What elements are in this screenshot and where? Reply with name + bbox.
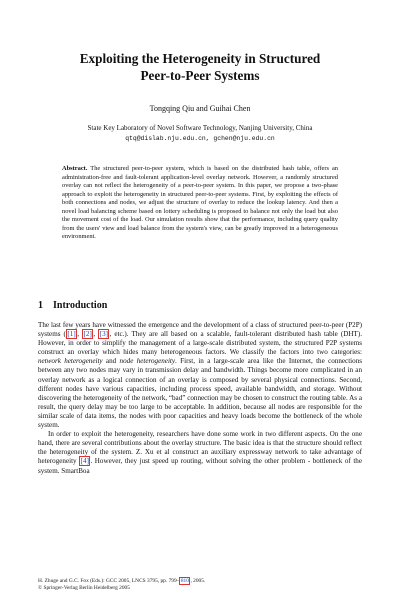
- footer-citation: [38, 578, 368, 585]
- author-list: Tongqing Qiu and Guihai Chen: [149, 104, 251, 113]
- paragraph-2-text: . However, they just speed up routing, without solving the other problem - bottleneck of the system. SmartBoa: [38, 457, 362, 475]
- section-heading: [38, 300, 368, 312]
- page-range-link[interactable]: 810: [180, 578, 189, 584]
- citation-link-2[interactable]: [2]: [83, 330, 92, 339]
- section-number: 1: [38, 300, 43, 311]
- body-text: [38, 321, 362, 476]
- abstract-text: The structured peer-to-peer system, which is based on the distributed hash table, offers an administration-free and fault-tolerant application-level overlay network. However, a randomly structured overlay can not reflect the heterogeneity of a peer-to-peer system. In this paper, we propose a two-phase approach to exploit the heterogeneity in structured peer-to-peer systems. First, by exploiting the effects of both connections and nodes, we adjust the structure of overlay to reduce the lookup latency. And then a novel load balancing scheme based on lottery scheduling is proposed to balance not only the load but also the movement cost of the load. Our simulation results show that the performance, including query quality from the users' view and load balance from the system's view, can be greatly improved in a heterogeneous environment.: [62, 165, 338, 240]
- affiliation-institution: State Key Laboratory of Novel Software Technology, Nanjing University, China: [87, 124, 313, 132]
- paragraph-2-text: In order to exploit the heterogeneity, researchers have done some work in two different aspects. On the one hand, there are several contributions about the overlay structure. The basic idea is that the structure should reflect the heterogeneity of the system. Z. Xu et al construct an auxiliary expressway network to take advantage of heterogeneity: [38, 430, 362, 466]
- title-line-2: Peer-to-Peer Systems: [140, 68, 260, 83]
- paragraph-1-text: , etc.). They are all based on a scalable, fault-tolerant distributed hash table (DHT). However, in order to simplify the management of a large-scale distributed system, the structured P2P systems construct an overlay which hides many heterogeneous factors. We classify the factors into two categories:: [38, 330, 362, 357]
- citation-link-1[interactable]: [1]: [67, 330, 76, 339]
- paragraph-1-text: ,: [93, 330, 99, 339]
- affiliation: [30, 124, 370, 143]
- paragraph-1-text: ,: [77, 330, 83, 339]
- emphasis-network-heterogeneity: network heterogeneity: [38, 357, 103, 366]
- paragraph-1-text: . First, in a large-scale area like the Internet, the connections between any two nodes may vary in transmission delay and bandwidth. Things become more complicated in an overlay network as a logical connection of an overlay is composed by several physical connections. Second, different nodes have various capacities, including process speed, available bandwidth, and storage. Without discovering the heterogeneity of the network, “bad” connection may be chosen to construct the routing table. As a result, the query delay may be too large to be acceptable. In addition, because all nodes are responsible for the similar scale of data items, the nodes with poor capacities and heavy loads become the bottleneck of the whole system.: [38, 357, 362, 430]
- paragraph-1-text: and: [102, 357, 120, 366]
- section-title: Introduction: [53, 300, 108, 311]
- paragraph-1-text: The last few years have witnessed the emergence and the development of a class of structured peer-to-peer (P2P) systems (: [38, 321, 362, 339]
- citation-link-3[interactable]: [3]: [99, 330, 108, 339]
- paper-title: [40, 50, 360, 84]
- abstract-label: Abstract.: [62, 165, 88, 172]
- emphasis-node-heterogeneity: node heterogeneity: [119, 357, 176, 366]
- footer-citation-text: H. Zhuge and G.C. Fox (Eds.): GCC 2005, LNCS 3795, pp. 799–: [38, 578, 180, 584]
- title-line-1: Exploiting the Heterogeneity in Structured: [79, 51, 321, 66]
- paragraph-2: [38, 430, 362, 475]
- page-footer: [38, 578, 368, 592]
- footer-copyright: © Springer-Verlag Berlin Heidelberg 2005: [38, 585, 130, 591]
- citation-link-4[interactable]: [4]: [80, 457, 89, 466]
- abstract: [62, 165, 338, 242]
- footer-citation-text: , 2005.: [190, 578, 206, 584]
- paragraph-1: [38, 321, 362, 430]
- author-emails: qtq@dislab.nju.edu.cn, gchen@nju.edu.cn: [125, 134, 275, 142]
